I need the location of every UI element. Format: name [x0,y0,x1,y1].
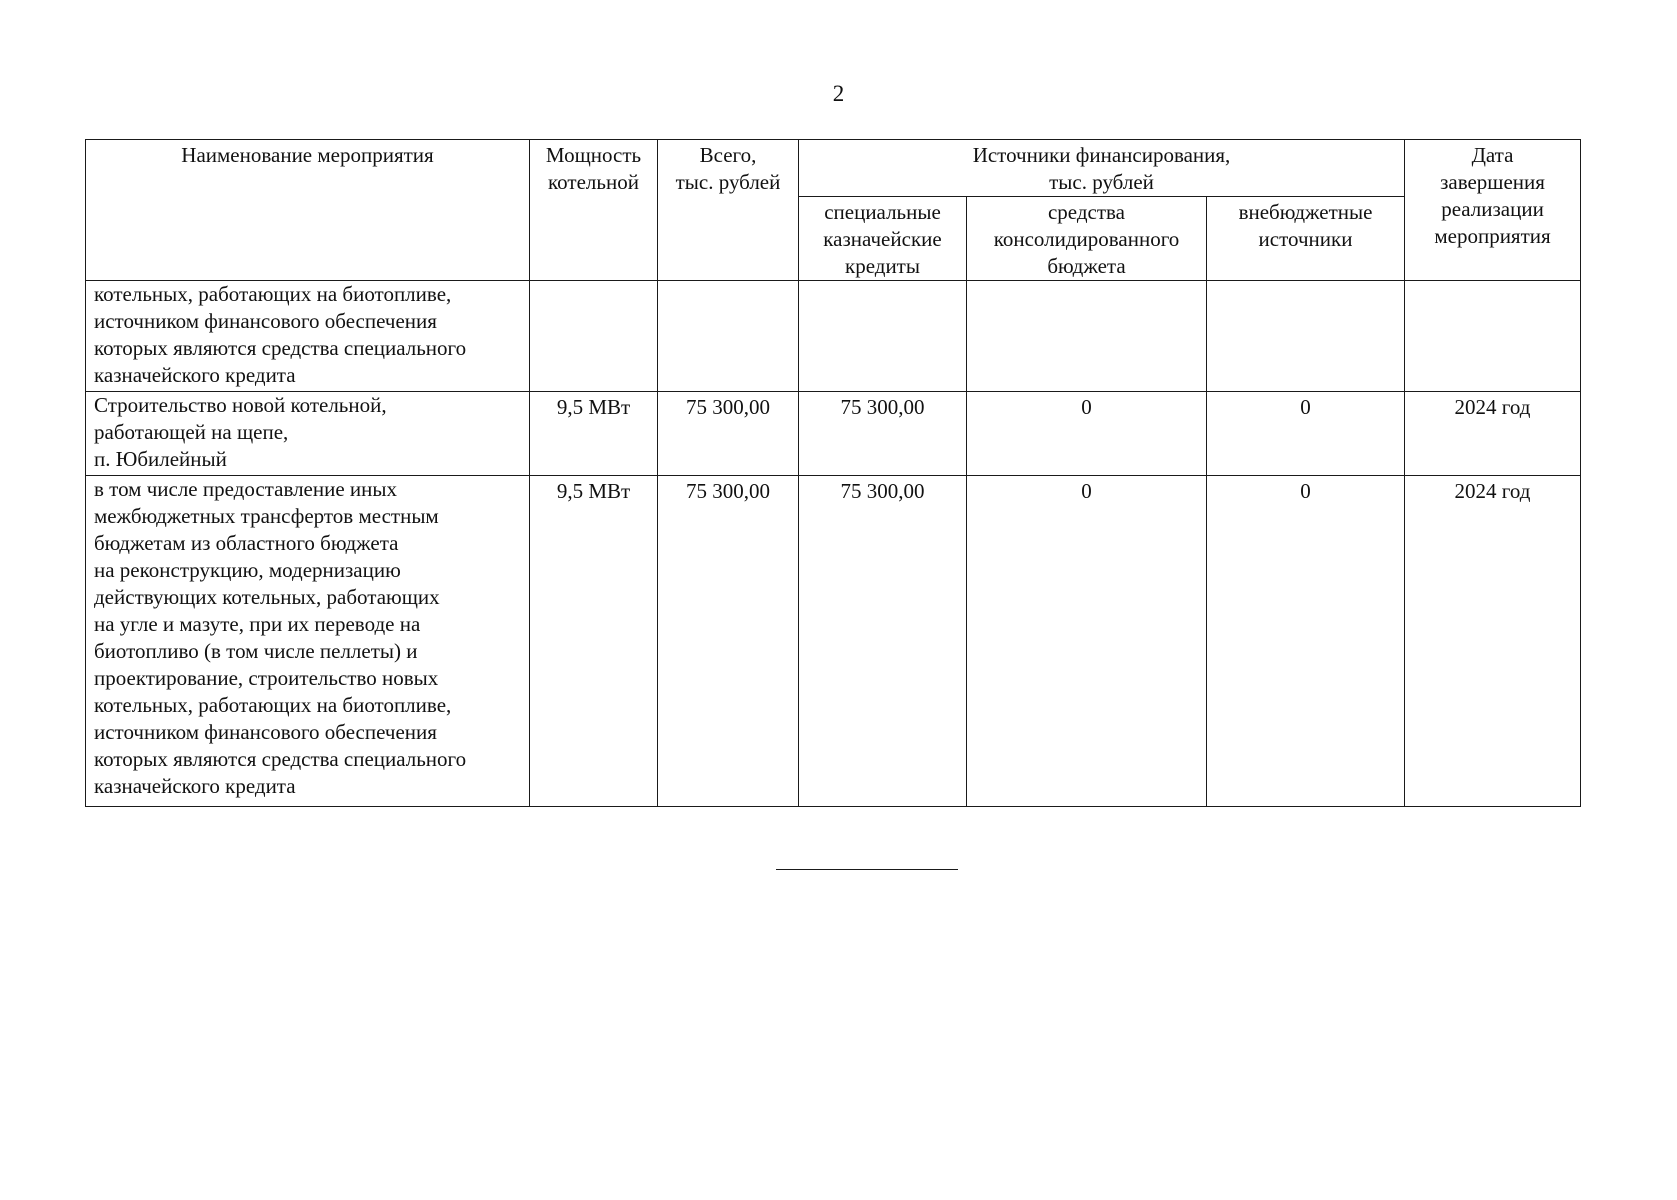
cell-extrabudgetary [1207,281,1405,392]
cell-special-credits: 75 300,00 [799,476,967,807]
cell-capacity: 9,5 МВт [530,476,658,807]
cell-consolidated-budget [967,281,1207,392]
header-total: Всего, тыс. рублей [658,140,799,281]
cell-special-credits: 75 300,00 [799,392,967,476]
header-completion-date: Дата завершения реализации мероприятия [1405,140,1581,281]
cell-consolidated-budget: 0 [967,476,1207,807]
cell-completion-date: 2024 год [1405,392,1581,476]
cell-special-credits [799,281,967,392]
cell-total: 75 300,00 [658,392,799,476]
header-event-name: Наименование мероприятия [86,140,530,281]
cell-event-name: Строительство новой котельной, работающей на щепе, п. Юбилейный [86,392,530,476]
cell-consolidated-budget: 0 [967,392,1207,476]
cell-capacity [530,281,658,392]
cell-capacity: 9,5 МВт [530,392,658,476]
page-number: 2 [832,81,845,106]
header-special-treasury-credits: специальные казначейские кредиты [799,197,967,281]
cell-extrabudgetary: 0 [1207,392,1405,476]
cell-event-name: в том числе предоставление иных межбюджетных трансфертов местным бюджетам из областного бюджета на реконструкцию, модернизацию действующих котельных, работающих на угле и мазуте, при их переводе на биотопливо (в том числе пеллеты) и проектирование, строительство новых котельных, работающих на биотопливе, источником финансового обеспечения которых являются средства специального казначейского кредита [86,476,530,807]
table-row [86,281,1581,392]
cell-total: 75 300,00 [658,476,799,807]
closing-divider-line [776,869,958,870]
cell-extrabudgetary: 0 [1207,476,1405,807]
header-extrabudgetary-sources: внебюджетные источники [1207,197,1405,281]
table-row [86,392,1581,476]
header-consolidated-budget: средства консолидированного бюджета [967,197,1207,281]
table-row [86,476,1581,807]
cell-event-name: котельных, работающих на биотопливе, источником финансового обеспечения которых являются средства специального казначейского кредита [86,281,530,392]
cell-total [658,281,799,392]
financing-table [85,139,1581,807]
cell-completion-date: 2024 год [1405,476,1581,807]
cell-completion-date [1405,281,1581,392]
header-boiler-capacity: Мощность котельной [530,140,658,281]
header-funding-sources: Источники финансирования, тыс. рублей [799,140,1405,197]
